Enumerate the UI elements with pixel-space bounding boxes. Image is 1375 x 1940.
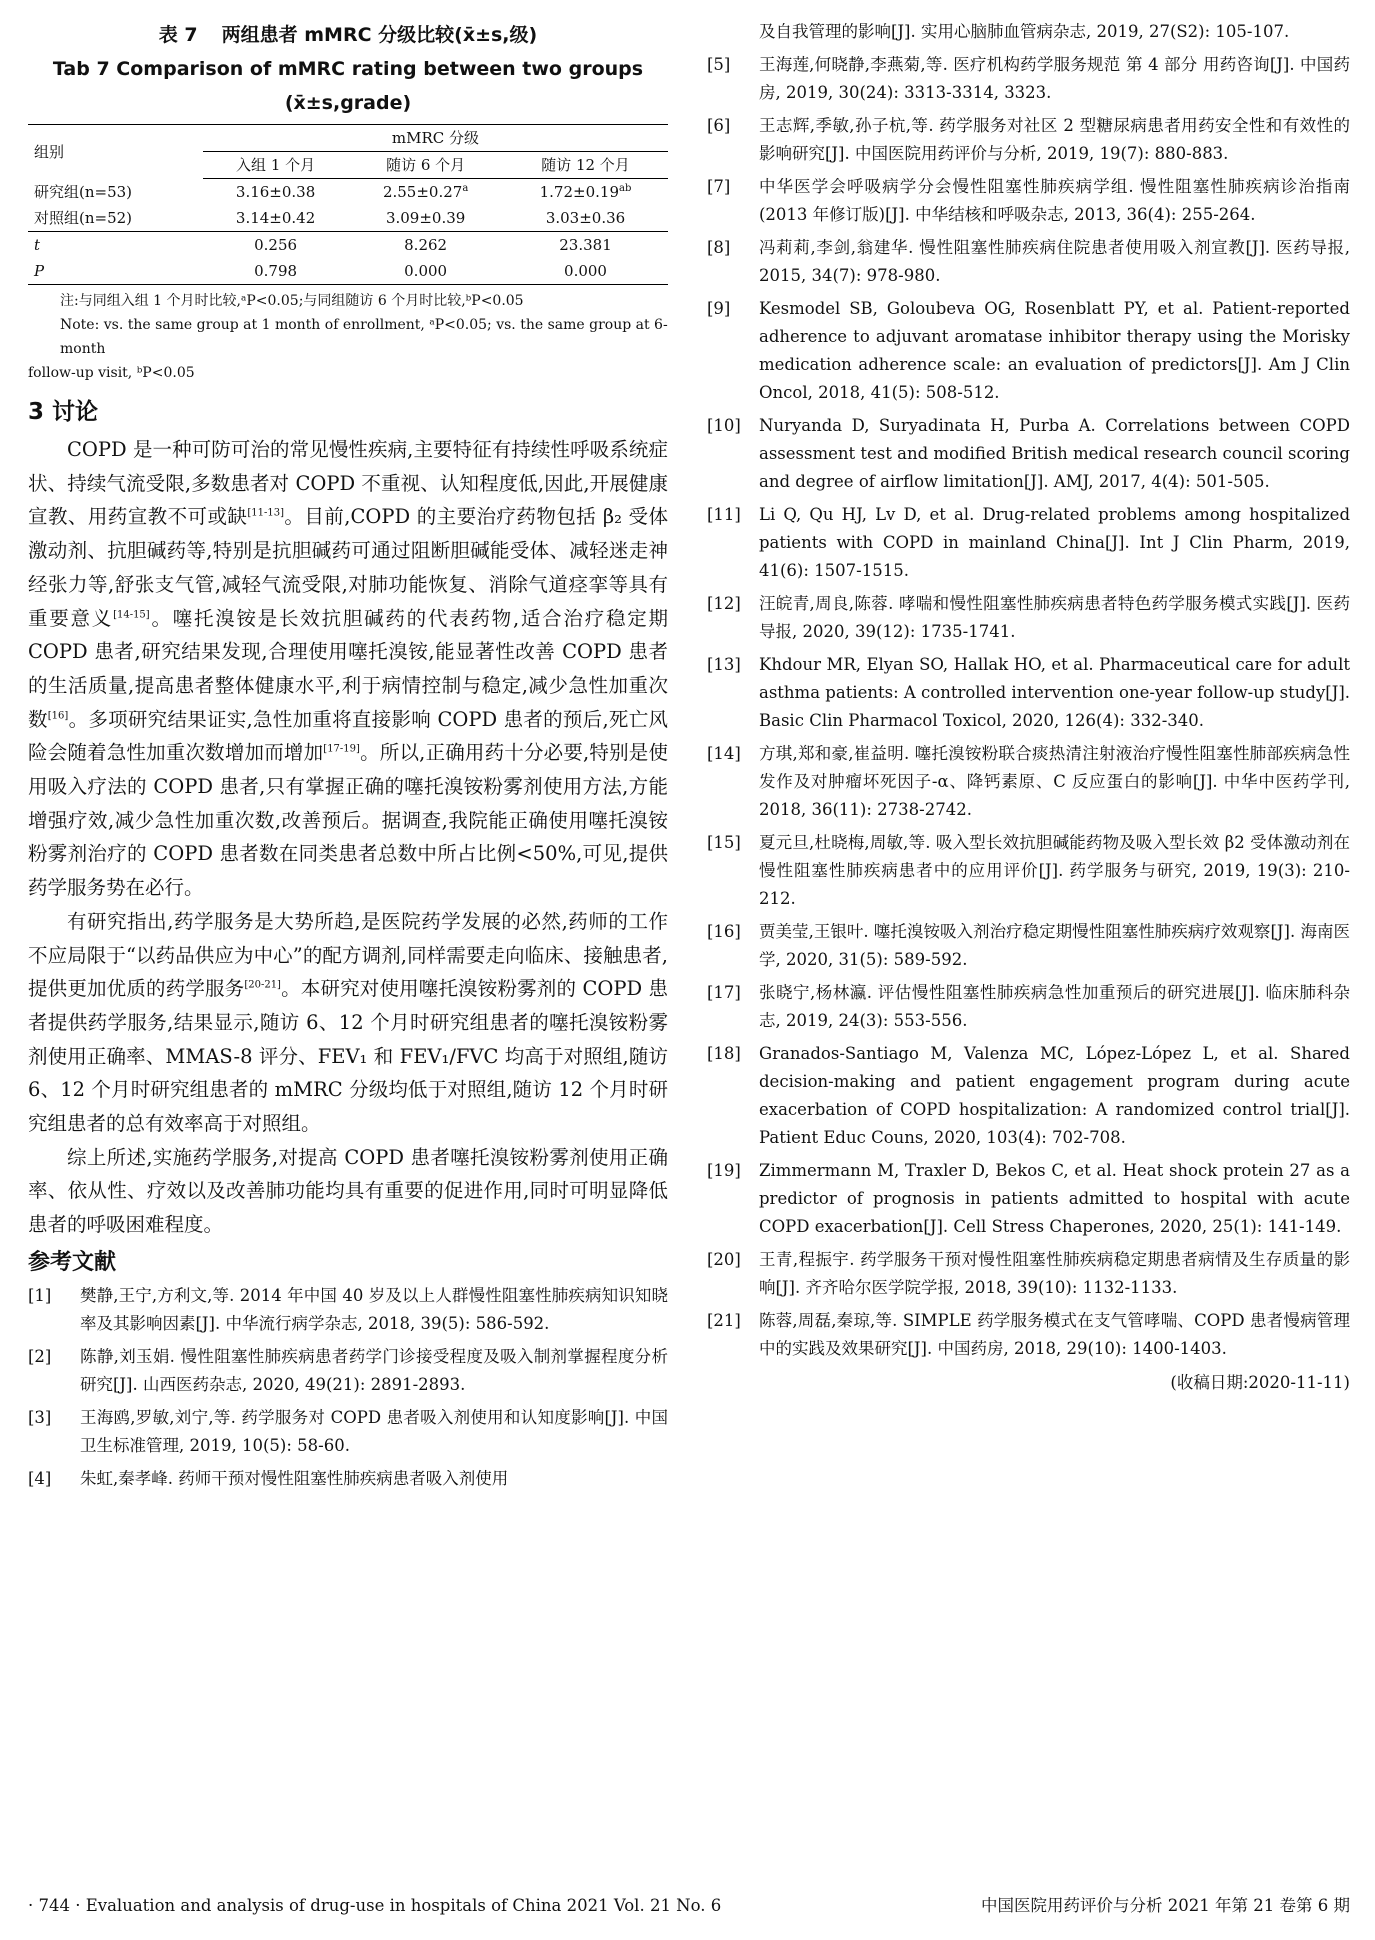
reference-list-left bbox=[28, 1282, 668, 1493]
citation: [20-21] bbox=[244, 979, 281, 991]
table-cell: 0.798 bbox=[203, 258, 348, 285]
table-cell: 3.16±0.38 bbox=[235, 183, 316, 201]
reference-item: [5] 王海莲,何晓静,李燕菊,等. 医疗机构药学服务规范 第 4 部分 用药咨询[J]. 中国药房, 2019, 30(24): 3313-3314, 3323. bbox=[707, 55, 1350, 102]
row-label: 对照组(n=52) bbox=[34, 209, 133, 227]
reference-item: [6] 王志辉,季敏,孙子杭,等. 药学服务对社区 2 型糖尿病患者用药安全性和有效性的影响研究[J]. 中国医院用药评价与分析, 2019, 19(7): 880-883. bbox=[707, 116, 1350, 163]
paragraph: 有研究指出,药学服务是大势所趋,是医院药学发展的必然,药师的工作不应局限于“以药品供应为中心”的配方调剂,同样需要走向临床、接触患者,提供更加优质的药学服务[20-21]。本研究对使用噻托溴铵粉雾剂的 COPD 患者提供药学服务,结果显示,随访 6、12 个月时研究组患者的噻托溴铵粉雾剂使用正确率、MMAS-8 评分、FEV₁ 和 FEV₁/FVC 均高于对照组,随访 6、12 个月时研究组患者的 mMRC 分级均低于对照组,随访 12 个月时研究组患者的总有效率高于对照组。 bbox=[28, 909, 668, 1136]
table-cell: 23.381 bbox=[503, 232, 668, 259]
table-cell: 3.09±0.39 bbox=[385, 209, 466, 227]
references-heading: 参考文献 bbox=[28, 1249, 117, 1275]
section-heading: 3 讨论 bbox=[28, 399, 99, 425]
reference-item-continued: 及自我管理的影响[J]. 实用心脑肺血管病杂志, 2019, 27(S2): 105-107. bbox=[759, 22, 1290, 41]
footer-right: 中国医院用药评价与分析 2021 年第 21 卷第 6 期 bbox=[981, 1896, 1350, 1915]
col-header: 入组 1 个月 bbox=[203, 152, 348, 179]
col-header: 随访 12 个月 bbox=[503, 152, 668, 179]
right-column bbox=[707, 18, 1350, 1397]
left-column bbox=[28, 18, 668, 1498]
table-cell: 1.72±0.19$^{ab}$ bbox=[539, 183, 632, 201]
table-cell: 3.03±0.36 bbox=[545, 209, 626, 227]
discussion-body bbox=[28, 433, 668, 1242]
table-cell: 3.14±0.42 bbox=[235, 209, 316, 227]
table-row bbox=[28, 232, 668, 259]
reference-item: [11] Li Q, Qu HJ, Lv D, et al. Drug-related problems among hospitalized patients with COPD in mainland China[J]. Int J Clin Pharm, 2019, 41(6): 1507-1515. bbox=[707, 505, 1350, 580]
citation: [16] bbox=[47, 710, 69, 722]
table-row bbox=[28, 179, 668, 206]
reference-item: [2] 陈静,刘玉娟. 慢性阻塞性肺疾病患者药学门诊接受程度及吸入制剂掌握程度分析研究[J]. 山西医药杂志, 2020, 49(21): 2891-2893. bbox=[28, 1346, 668, 1394]
reference-item: [3] 王海鸥,罗敏,刘宁,等. 药学服务对 COPD 患者吸入剂使用和认知度影响[J]. 中国卫生标准管理, 2019, 10(5): 58-60. bbox=[28, 1407, 668, 1455]
citation: [11-13] bbox=[247, 507, 284, 519]
reference-item: [12] 汪皖青,周良,陈蓉. 哮喘和慢性阻塞性肺疾病患者特色药学服务模式实践[J]. 医药导报, 2020, 39(12): 1735-1741. bbox=[707, 594, 1350, 641]
row-label: P bbox=[28, 258, 203, 285]
reference-item: [10] Nuryanda D, Suryadinata H, Purba A. Correlations between COPD assessment test and modified British medical research council scoring and degree of airflow limitation[J]. AMJ, 2017, 4(4): 501-505. bbox=[707, 416, 1350, 491]
table-title-en: Tab 7 Comparison of mMRC rating between two groups bbox=[52, 58, 644, 80]
reference-item: [21] 陈蓉,周磊,秦琼,等. SIMPLE 药学服务模式在支气管哮喘、COPD 患者慢病管理中的实践及效果研究[J]. 中国药房, 2018, 29(10): 1400-1403. bbox=[707, 1311, 1350, 1358]
paragraph: 综上所述,实施药学服务,对提高 COPD 患者噻托溴铵粉雾剂使用正确率、依从性、疗效以及改善肺功能均具有重要的促进作用,同时可明显降低患者的呼吸困难程度。 bbox=[28, 1145, 668, 1237]
reference-item: [20] 王青,程振宇. 药学服务干预对慢性阻塞性肺疾病稳定期患者病情及生存质量的影响[J]. 齐齐哈尔医学院学报, 2018, 39(10): 1132-1133. bbox=[707, 1250, 1350, 1297]
table-row bbox=[28, 258, 668, 285]
reference-item: [18] Granados-Santiago M, Valenza MC, López-López L, et al. Shared decision-making and patient engagement program during acute exacerbation of COPD hospitalization: A randomized control trial[J]. Patient Educ Couns, 2020, 103(4): 702-708. bbox=[707, 1044, 1350, 1147]
table-cell: 0.000 bbox=[503, 258, 668, 285]
reference-item: [1] 樊静,王宁,方利文,等. 2014 年中国 40 岁及以上人群慢性阻塞性肺疾病知识知晓率及其影响因素[J]. 中华流行病学杂志, 2018, 39(5): 586-592. bbox=[28, 1285, 668, 1333]
col-header: 随访 6 个月 bbox=[348, 152, 503, 179]
table-caption-cn bbox=[28, 18, 668, 52]
citation: [17-19] bbox=[323, 743, 360, 755]
paragraph: COPD 是一种可防可治的常见慢性疾病,主要特征有持续性呼吸系统症状、持续气流受限,多数患者对 COPD 不重视、认知程度低,因此,开展健康宣教、用药宣教不可或缺[11-13]。目前,COPD 的主要治疗药物包括 β₂ 受体激动剂、抗胆碱药等,特别是抗胆碱药可通过阻断胆碱能受体、减轻迷走神经张力等,舒张支气管,减轻气流受限,对肺功能恢复、消除气道痉挛等具有重要意义[14-15]。噻托溴铵是长效抗胆碱药的代表药物,适合治疗稳定期 COPD 患者,研究结果发现,合理使用噻托溴铵,能显著性改善 COPD 患者的生活质量,提高患者整体健康水平,利于病情控制与稳定,减少急性加重次数[16]。多项研究结果证实,急性加重将直接影响 COPD 患者的预后,死亡风险会随着急性加重次数增加而增加[17-19]。所以,正确用药十分必要,特别是使用吸入疗法的 COPD 患者,只有掌握正确的噻托溴铵粉雾剂使用方法,方能增强疗效,减少急性加重次数,改善预后。据调查,我院能正确使用噻托溴铵粉雾剂治疗的 COPD 患者数在同类患者总数中所占比例<50%,可见,提供药学服务势在必行。 bbox=[28, 438, 668, 900]
table-title-cn: 两组患者 mMRC 分级比较(x̄±s,级) bbox=[221, 24, 538, 46]
reference-item: [7] 中华医学会呼吸病学分会慢性阻塞性肺疾病学组. 慢性阻塞性肺疾病诊治指南(2013 年修订版)[J]. 中华结核和呼吸杂志, 2013, 36(4): 255-264. bbox=[707, 177, 1350, 224]
table-title-en-2: (x̄±s,grade) bbox=[284, 92, 412, 114]
table-note-cn: 注:与同组入组 1 个月时比较,ᵃP<0.05;与同组随访 6 个月时比较,ᵇP<0.05 bbox=[60, 293, 524, 309]
table-number: 表 7 bbox=[158, 24, 198, 46]
row-label: 研究组(n=53) bbox=[34, 182, 133, 201]
reference-item: [19] Zimmermann M, Traxler D, Bekos C, et al. Heat shock protein 27 as a predictor of prognosis in patients admitted to hospital with acute COPD exacerbation[J]. Cell Stress Chaperones, 2020, 25(1): 141-149. bbox=[707, 1161, 1350, 1236]
table-cell: 2.55±0.27$^a$ bbox=[382, 183, 469, 201]
reference-item: [17] 张晓宁,杨林瀛. 评估慢性阻塞性肺疾病急性加重预后的研究进展[J]. 临床肺科杂志, 2019, 24(3): 553-556. bbox=[707, 983, 1350, 1030]
table-note bbox=[28, 289, 668, 385]
citation: [14-15] bbox=[113, 609, 150, 621]
col-group-header: 组别 bbox=[28, 125, 203, 179]
table-cell: 0.256 bbox=[203, 232, 348, 259]
footer-left: · 744 · Evaluation and analysis of drug-use in hospitals of China 2021 Vol. 21 No. 6 bbox=[28, 1896, 722, 1915]
reference-item: [8] 冯莉莉,李剑,翁建华. 慢性阻塞性肺疾病住院患者使用吸入剂宣教[J]. 医药导报, 2015, 34(7): 978-980. bbox=[707, 238, 1350, 285]
col-span-header: mMRC 分级 bbox=[203, 125, 668, 152]
mmrc-table bbox=[28, 124, 668, 285]
table-row bbox=[28, 205, 668, 232]
received-date: (收稿日期:2020-11-11) bbox=[1170, 1373, 1350, 1392]
table-cell: 0.000 bbox=[348, 258, 503, 285]
reference-list-right bbox=[707, 18, 1350, 1363]
reference-item: [4] 朱虹,秦孝峰. 药师干预对慢性阻塞性肺疾病患者吸入剂使用 bbox=[28, 1468, 509, 1488]
reference-item: [16] 贾美莹,王银叶. 噻托溴铵吸入剂治疗稳定期慢性阻塞性肺疾病疗效观察[J]. 海南医学, 2020, 31(5): 589-592. bbox=[707, 922, 1350, 969]
reference-item: [15] 夏元旦,杜晓梅,周敏,等. 吸入型长效抗胆碱能药物及吸入型长效 β2 受体激动剂在慢性阻塞性肺疾病患者中的应用评价[J]. 药学服务与研究, 2019, 19(3): 210-212. bbox=[707, 833, 1350, 908]
reference-item: [14] 方琪,郑和豪,崔益明. 噻托溴铵粉联合痰热清注射液治疗慢性阻塞性肺部疾病急性发作及对肿瘤坏死因子-α、降钙素原、C 反应蛋白的影响[J]. 中华中医药学刊, 2018, 36(11): 2738-2742. bbox=[707, 744, 1350, 819]
table-cell: 8.262 bbox=[348, 232, 503, 259]
table-note-en: Note: vs. the same group at 1 month of enrollment, ᵃP<0.05; vs. the same group at 6-month bbox=[60, 317, 668, 357]
reference-item: [13] Khdour MR, Elyan SO, Hallak HO, et al. Pharmaceutical care for adult asthma patients: A controlled intervention one-year follow-up study[J]. Basic Clin Pharmacol Toxicol, 2020, 126(4): 332-340. bbox=[707, 655, 1351, 730]
table-note-en-cont: follow-up visit, ᵇP<0.05 bbox=[28, 365, 195, 381]
reference-item: [9] Kesmodel SB, Goloubeva OG, Rosenblatt PY, et al. Patient-reported adherence to adjuvant aromatase inhibitor therapy using the Morisky medication adherence scale: an evaluation of predictors[J]. Am J Clin Oncol, 2018, 41(5): 508-512. bbox=[707, 299, 1350, 402]
row-label: t bbox=[28, 232, 203, 259]
